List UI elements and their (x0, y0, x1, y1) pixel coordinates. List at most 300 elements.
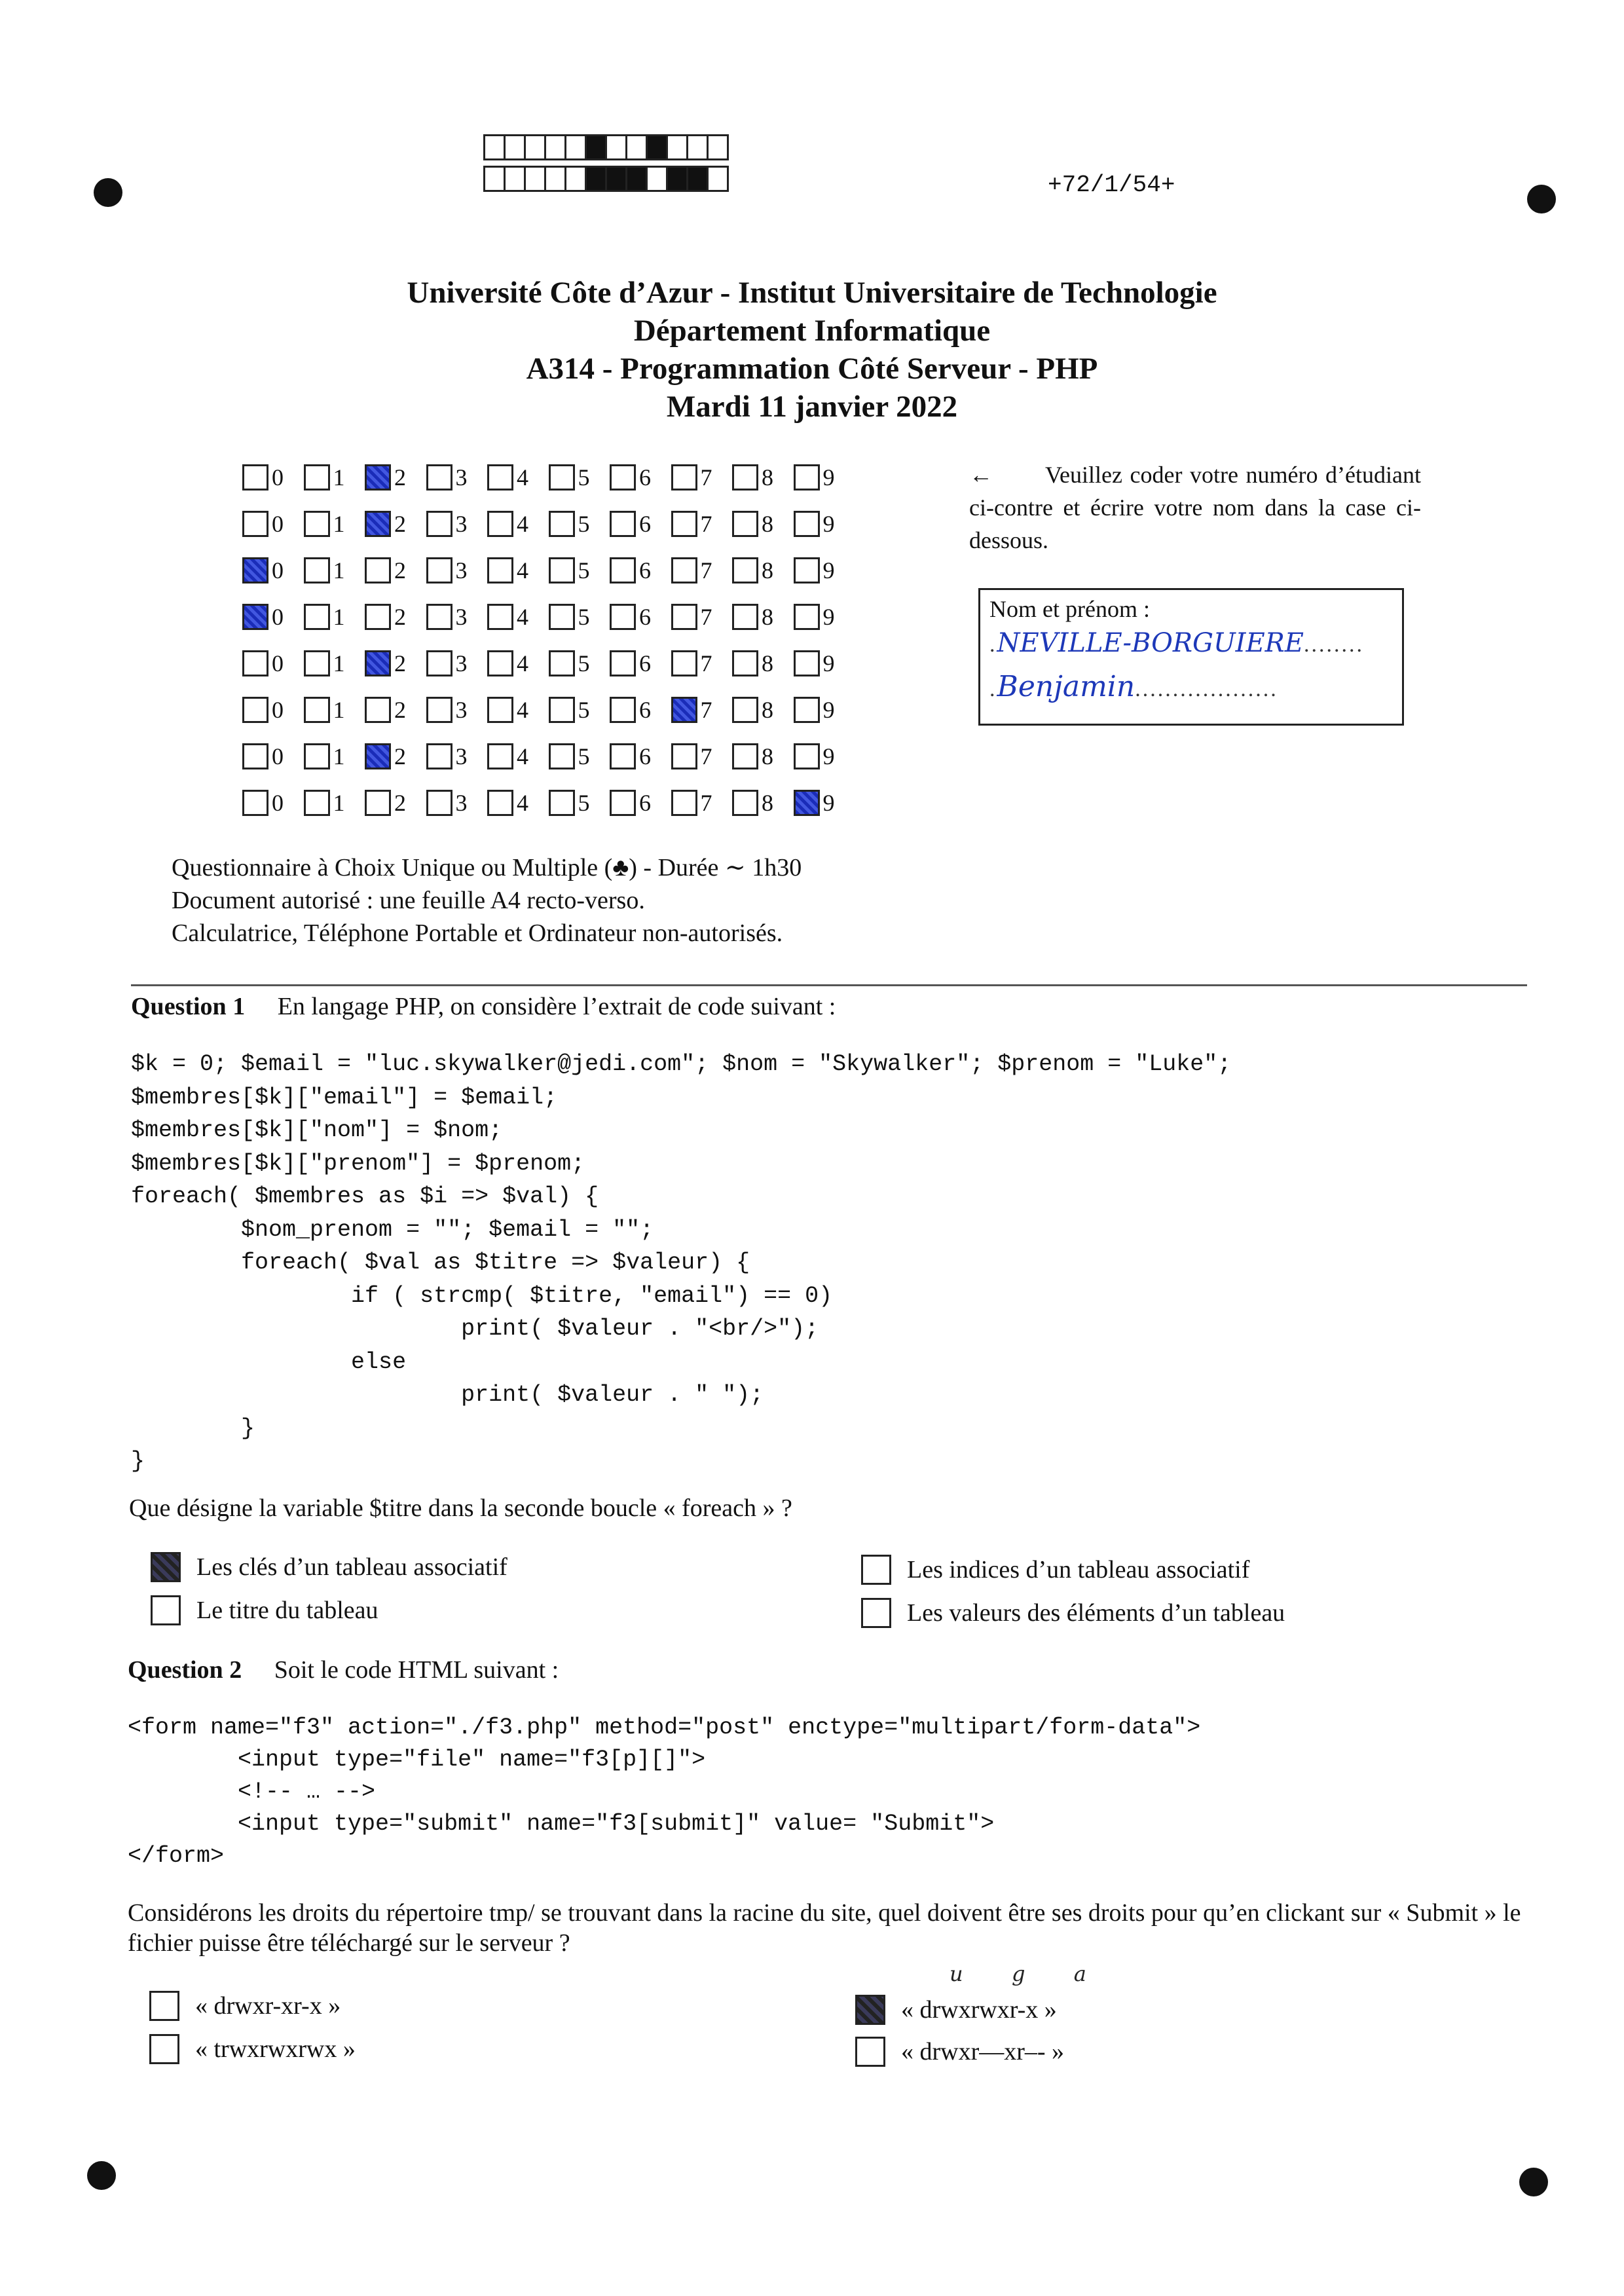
question-1-prompt: Que désigne la variable $titre dans la seconde boucle « foreach » ? (129, 1494, 792, 1522)
digit-label: 2 (394, 743, 406, 769)
barcode-cell (625, 134, 648, 160)
barcode-cell (544, 134, 566, 160)
barcode-row-1 (483, 134, 727, 160)
digit-label: 9 (822, 510, 835, 537)
question-1-title: Question 1 (131, 993, 246, 1020)
exam-info-line-3: Calculatrice, Téléphone Portable et Ordinateur non-autorisés. (172, 919, 783, 947)
exam-info-line-2: Document autorisé : une feuille A4 recto-verso. (172, 887, 645, 914)
digit-label: 1 (333, 510, 345, 537)
digit-option[interactable] (610, 789, 671, 817)
digit-label: 6 (639, 603, 651, 630)
digit-checkbox[interactable] (426, 697, 452, 723)
digit-option[interactable] (242, 696, 304, 724)
digit-option[interactable] (794, 464, 855, 491)
digit-checkbox[interactable] (671, 464, 697, 491)
digit-checkbox[interactable] (304, 511, 330, 537)
digit-option[interactable] (610, 743, 671, 770)
digit-checkbox[interactable] (242, 790, 268, 816)
barcode-cell (666, 166, 688, 192)
barcode-cell (524, 166, 546, 192)
digit-checkbox[interactable] (426, 650, 452, 676)
digit-checkbox[interactable] (365, 511, 391, 537)
digit-option[interactable] (610, 464, 671, 491)
digit-option[interactable] (426, 789, 488, 817)
digit-label: 8 (762, 557, 773, 583)
digit-checkbox[interactable] (426, 790, 452, 816)
q2-option-4-label: « drwxr—xr–- » (901, 2038, 1065, 2065)
digit-checkbox[interactable] (732, 464, 758, 491)
digit-checkbox[interactable] (242, 697, 268, 723)
digit-option[interactable] (487, 464, 549, 491)
digit-checkbox[interactable] (426, 604, 452, 630)
digit-checkbox[interactable] (549, 511, 575, 537)
q2-option-4-checkbox[interactable] (855, 2037, 885, 2067)
digit-checkbox[interactable] (487, 464, 513, 491)
digit-checkbox[interactable] (365, 464, 391, 491)
barcode-cell (585, 166, 607, 192)
digit-option[interactable] (365, 789, 426, 817)
digit-option[interactable] (426, 557, 488, 584)
digit-checkbox[interactable] (732, 743, 758, 769)
digit-option[interactable] (549, 789, 610, 817)
question-2-prompt: Considérons les droits du répertoire tmp/ se trouvant dans la racine du site, quel doivent être ses droits pour qu’en clickant sur « Submit » le fichier puisse être téléchargé sur le serveur ? (128, 1899, 1521, 1957)
student-number-row (242, 733, 855, 779)
digit-option[interactable] (549, 743, 610, 770)
digit-label: 8 (762, 650, 773, 676)
registration-mark-bottom-right (1519, 2168, 1548, 2196)
barcode-cell (666, 134, 688, 160)
digit-option[interactable] (365, 603, 426, 631)
digit-option[interactable] (549, 603, 610, 631)
student-number-instructions (969, 458, 1421, 557)
digit-option[interactable] (549, 650, 610, 677)
q1-option-4[interactable] (861, 1598, 1285, 1628)
digit-option[interactable] (794, 557, 855, 584)
barcode-cell (483, 166, 506, 192)
barcode-cell (707, 166, 729, 192)
digit-checkbox[interactable] (365, 790, 391, 816)
digit-option[interactable] (671, 789, 733, 817)
digit-option[interactable] (304, 789, 365, 817)
digit-label: 9 (822, 464, 835, 491)
digit-option[interactable] (365, 557, 426, 584)
digit-label: 0 (272, 464, 284, 491)
digit-option[interactable] (732, 650, 794, 677)
digit-label: 2 (394, 603, 406, 630)
digit-label: 5 (578, 743, 590, 769)
digit-checkbox[interactable] (794, 604, 820, 630)
digit-label: 4 (517, 603, 528, 630)
digit-checkbox[interactable] (732, 511, 758, 537)
q1-option-2-checkbox[interactable] (151, 1595, 181, 1625)
digit-label: 5 (578, 464, 590, 491)
digit-option[interactable] (610, 603, 671, 631)
digit-checkbox[interactable] (242, 464, 268, 491)
digit-option[interactable] (304, 743, 365, 770)
digit-option[interactable] (671, 743, 733, 770)
digit-option[interactable] (487, 696, 549, 724)
digit-label: 0 (272, 696, 284, 723)
q2-option-1-checkbox[interactable] (149, 1991, 179, 2021)
digit-option[interactable] (304, 464, 365, 491)
q1-option-3-checkbox[interactable] (861, 1555, 891, 1585)
digit-option[interactable] (610, 510, 671, 538)
digit-label: 4 (517, 464, 528, 491)
digit-label: 9 (822, 696, 835, 723)
digit-label: 1 (333, 464, 345, 491)
digit-label: 0 (272, 650, 284, 676)
digit-checkbox[interactable] (671, 743, 697, 769)
digit-option[interactable] (671, 510, 733, 538)
digit-option[interactable] (426, 696, 488, 724)
digit-checkbox[interactable] (671, 511, 697, 537)
registration-mark-top-right (1527, 185, 1556, 213)
digit-checkbox[interactable] (487, 604, 513, 630)
digit-checkbox[interactable] (671, 790, 697, 816)
digit-checkbox[interactable] (365, 697, 391, 723)
digit-option[interactable] (671, 650, 733, 677)
digit-label: 4 (517, 650, 528, 676)
digit-label: 1 (333, 603, 345, 630)
digit-checkbox[interactable] (610, 604, 636, 630)
digit-option[interactable] (610, 696, 671, 724)
digit-checkbox[interactable] (487, 650, 513, 676)
digit-checkbox[interactable] (304, 464, 330, 491)
digit-checkbox[interactable] (732, 697, 758, 723)
digit-option[interactable] (671, 603, 733, 631)
student-number-row (242, 640, 855, 686)
barcode-cell (686, 166, 709, 192)
question-2-code: <form name="f3" action="./f3.php" method="post" enctype="multipart/form-data"> <input type="file" name="f3[p][]"> <!-- … --> <input type="submit" name="f3[submit]" value= "Submit"> </form> (128, 1714, 1201, 1869)
digit-option[interactable] (426, 743, 488, 770)
digit-checkbox[interactable] (610, 743, 636, 769)
barcode-cell (564, 134, 587, 160)
digit-option[interactable] (242, 603, 304, 631)
barcode-cell (524, 134, 546, 160)
digit-checkbox[interactable] (549, 743, 575, 769)
q1-option-3-label: Les indices d’un tableau associatif (907, 1556, 1250, 1583)
question-1-heading (131, 992, 836, 1021)
digit-checkbox[interactable] (242, 511, 268, 537)
digit-label: 5 (578, 510, 590, 537)
digit-option[interactable] (487, 650, 549, 677)
digit-checkbox[interactable] (242, 650, 268, 676)
digit-checkbox[interactable] (487, 743, 513, 769)
digit-option[interactable] (794, 603, 855, 631)
q2-option-2[interactable] (149, 2034, 356, 2064)
barcode-cell (504, 166, 526, 192)
digit-option[interactable] (487, 789, 549, 817)
digit-option[interactable] (671, 696, 733, 724)
digit-option[interactable] (671, 464, 733, 491)
digit-label: 4 (517, 696, 528, 723)
digit-checkbox[interactable] (549, 790, 575, 816)
q1-option-3[interactable] (861, 1555, 1249, 1585)
digit-checkbox[interactable] (610, 790, 636, 816)
digit-label: 8 (762, 743, 773, 769)
digit-option[interactable] (365, 510, 426, 538)
digit-label: 5 (578, 603, 590, 630)
digit-option[interactable] (610, 650, 671, 677)
q2-option-3[interactable] (855, 1995, 1057, 2025)
digit-option[interactable] (304, 557, 365, 584)
student-number-row (242, 779, 855, 826)
digit-checkbox[interactable] (365, 604, 391, 630)
handwritten-annotation: u g a (950, 1961, 1098, 1986)
digit-option[interactable] (671, 557, 733, 584)
digit-checkbox[interactable] (549, 604, 575, 630)
digit-label: 7 (700, 696, 712, 723)
digit-label: 0 (272, 743, 284, 769)
digit-checkbox[interactable] (794, 511, 820, 537)
digit-checkbox[interactable] (304, 604, 330, 630)
question-2-heading (128, 1656, 559, 1684)
digit-label: 9 (822, 557, 835, 583)
digit-option[interactable] (365, 464, 426, 491)
student-number-row (242, 454, 855, 500)
question-1-code: $k = 0; $email = "luc.skywalker@jedi.com"; $nom = "Skywalker"; $prenom = "Luke"; $membres[$k]["email"] = $email; $membres[$k]["nom"] = $nom; $membres[$k]["prenom"] = $prenom; foreach( $membres as $i => $val) { $nom_prenom = ""; $email = ""; foreach( $val as $titre => $valeur) { if ( strcmp( $titre, "email") == 0) print( $valeur . "<br/>"); else print( $valeur . " "); } } (131, 1051, 1232, 1474)
digit-option[interactable] (732, 510, 794, 538)
digit-checkbox[interactable] (610, 697, 636, 723)
digit-label: 9 (822, 650, 835, 676)
digit-label: 6 (639, 510, 651, 537)
digit-checkbox[interactable] (487, 511, 513, 537)
barcode-cell (564, 166, 587, 192)
digit-option[interactable] (794, 743, 855, 770)
student-number-row (242, 593, 855, 640)
digit-checkbox[interactable] (671, 604, 697, 630)
digit-label: 3 (455, 464, 468, 491)
q2-option-2-label: « trwxrwxrwx » (195, 2035, 356, 2063)
digit-option[interactable] (794, 789, 855, 817)
digit-checkbox[interactable] (732, 790, 758, 816)
digit-label: 2 (394, 464, 406, 491)
digit-label: 6 (639, 743, 651, 769)
barcode-cell (646, 166, 668, 192)
registration-mark-bottom-left (87, 2161, 116, 2190)
digit-checkbox[interactable] (794, 743, 820, 769)
digit-label: 3 (455, 696, 468, 723)
digit-checkbox[interactable] (487, 790, 513, 816)
left-arrow-icon: ← (969, 462, 993, 488)
name-line-2: .Benjamin................... (989, 670, 1278, 703)
barcode-cell (585, 134, 607, 160)
q1-option-4-checkbox[interactable] (861, 1598, 891, 1628)
digit-checkbox[interactable] (794, 650, 820, 676)
name-line-1: .NEVILLE-BORGUIERE........ (989, 628, 1364, 658)
digit-option[interactable] (549, 696, 610, 724)
digit-label: 3 (455, 557, 468, 583)
digit-checkbox[interactable] (242, 604, 268, 630)
digit-checkbox[interactable] (304, 743, 330, 769)
digit-checkbox[interactable] (610, 650, 636, 676)
digit-option[interactable] (732, 557, 794, 584)
digit-option[interactable] (426, 603, 488, 631)
digit-label: 1 (333, 557, 345, 583)
digit-label: 7 (700, 743, 712, 769)
digit-option[interactable] (304, 510, 365, 538)
digit-option[interactable] (242, 510, 304, 538)
exam-info-line-1: Questionnaire à Choix Unique ou Multiple (♣) - Durée ∼ 1h30 (172, 854, 802, 881)
digit-checkbox[interactable] (487, 697, 513, 723)
digit-checkbox[interactable] (426, 464, 452, 491)
digit-checkbox[interactable] (610, 464, 636, 491)
digit-checkbox[interactable] (549, 557, 575, 583)
digit-label: 1 (333, 696, 345, 723)
handwritten-first-name: Benjamin (997, 670, 1135, 703)
barcode-cell (625, 166, 648, 192)
student-number-row (242, 500, 855, 547)
university-title: Université Côte d’Azur - Institut Universitaire de Technologie (407, 276, 1217, 310)
digit-checkbox[interactable] (671, 557, 697, 583)
digit-option[interactable] (732, 603, 794, 631)
barcode-cell (504, 134, 526, 160)
digit-option[interactable] (610, 557, 671, 584)
digit-label: 8 (762, 789, 773, 816)
digit-checkbox[interactable] (549, 697, 575, 723)
digit-label: 7 (700, 650, 712, 676)
digit-label: 6 (639, 464, 651, 491)
digit-checkbox[interactable] (794, 557, 820, 583)
digit-label: 4 (517, 789, 528, 816)
digit-option[interactable] (794, 696, 855, 724)
digit-checkbox[interactable] (732, 557, 758, 583)
digit-checkbox[interactable] (365, 743, 391, 769)
student-number-grid (242, 454, 855, 826)
digit-label: 8 (762, 464, 773, 491)
digit-label: 4 (517, 557, 528, 583)
digit-option[interactable] (365, 743, 426, 770)
digit-label: 0 (272, 603, 284, 630)
digit-label: 2 (394, 789, 406, 816)
digit-checkbox[interactable] (732, 650, 758, 676)
registration-mark-top-left (94, 178, 122, 207)
digit-option[interactable] (365, 650, 426, 677)
digit-label: 2 (394, 650, 406, 676)
digit-option[interactable] (487, 603, 549, 631)
digit-option[interactable] (242, 464, 304, 491)
digit-checkbox[interactable] (610, 511, 636, 537)
digit-option[interactable] (549, 464, 610, 491)
barcode-cell (646, 134, 668, 160)
digit-label: 6 (639, 557, 651, 583)
digit-option[interactable] (242, 650, 304, 677)
q2-option-3-checkbox[interactable] (855, 1995, 885, 2025)
q1-option-4-label: Les valeurs des éléments d’un tableau (907, 1599, 1285, 1627)
digit-label: 8 (762, 510, 773, 537)
course-title: A314 - Programmation Côté Serveur - PHP (526, 352, 1098, 386)
digit-label: 6 (639, 789, 651, 816)
digit-option[interactable] (549, 557, 610, 584)
name-box[interactable] (978, 588, 1404, 726)
digit-option[interactable] (426, 464, 488, 491)
barcode-cell (707, 134, 729, 160)
digit-label: 5 (578, 557, 590, 583)
digit-checkbox[interactable] (242, 743, 268, 769)
digit-checkbox[interactable] (487, 557, 513, 583)
q2-option-1[interactable] (149, 1991, 341, 2021)
digit-option[interactable] (794, 650, 855, 677)
digit-label: 5 (578, 650, 590, 676)
digit-checkbox[interactable] (732, 604, 758, 630)
barcode-cell (605, 166, 627, 192)
page-code: +72/1/54+ (1048, 172, 1175, 198)
digit-checkbox[interactable] (610, 557, 636, 583)
digit-label: 1 (333, 650, 345, 676)
digit-option[interactable] (242, 789, 304, 817)
digit-option[interactable] (304, 650, 365, 677)
digit-label: 2 (394, 696, 406, 723)
digit-checkbox[interactable] (794, 697, 820, 723)
digit-label: 2 (394, 557, 406, 583)
digit-label: 0 (272, 510, 284, 537)
digit-label: 5 (578, 696, 590, 723)
digit-checkbox[interactable] (426, 511, 452, 537)
q2-option-2-checkbox[interactable] (149, 2034, 179, 2064)
separator-line (131, 984, 1527, 986)
digit-option[interactable] (426, 510, 488, 538)
digit-checkbox[interactable] (426, 743, 452, 769)
q1-option-2-label: Le titre du tableau (196, 1597, 378, 1624)
digit-checkbox[interactable] (304, 697, 330, 723)
barcode-cell (686, 134, 709, 160)
digit-option[interactable] (794, 510, 855, 538)
digit-checkbox[interactable] (671, 697, 697, 723)
digit-option[interactable] (304, 696, 365, 724)
digit-option[interactable] (732, 464, 794, 491)
digit-checkbox[interactable] (671, 650, 697, 676)
q1-option-1[interactable] (151, 1552, 507, 1582)
digit-option[interactable] (732, 789, 794, 817)
q1-option-1-checkbox[interactable] (151, 1552, 181, 1582)
digit-option[interactable] (242, 743, 304, 770)
digit-option[interactable] (426, 650, 488, 677)
digit-checkbox[interactable] (304, 557, 330, 583)
digit-checkbox[interactable] (242, 557, 268, 583)
digit-option[interactable] (487, 743, 549, 770)
digit-checkbox[interactable] (549, 650, 575, 676)
digit-option[interactable] (242, 557, 304, 584)
digit-option[interactable] (732, 696, 794, 724)
digit-checkbox[interactable] (304, 790, 330, 816)
digit-option[interactable] (549, 510, 610, 538)
digit-label: 3 (455, 650, 468, 676)
barcode-cell (483, 134, 506, 160)
digit-checkbox[interactable] (549, 464, 575, 491)
digit-checkbox[interactable] (426, 557, 452, 583)
digit-checkbox[interactable] (304, 650, 330, 676)
digit-label: 1 (333, 789, 345, 816)
digit-option[interactable] (304, 603, 365, 631)
q2-option-1-label: « drwxr-xr-x » (195, 1992, 341, 2020)
digit-option[interactable] (732, 743, 794, 770)
digit-checkbox[interactable] (794, 464, 820, 491)
question-2-intro: Soit le code HTML suivant : (274, 1656, 559, 1684)
digit-label: 3 (455, 603, 468, 630)
digit-label: 3 (455, 789, 468, 816)
question-2-title: Question 2 (128, 1656, 242, 1684)
digit-option[interactable] (487, 557, 549, 584)
digit-checkbox[interactable] (794, 790, 820, 816)
q2-option-4[interactable] (855, 2037, 1064, 2067)
digit-option[interactable] (487, 510, 549, 538)
digit-checkbox[interactable] (365, 557, 391, 583)
question-1-intro: En langage PHP, on considère l’extrait de code suivant : (277, 993, 836, 1020)
q1-option-2[interactable] (151, 1595, 378, 1625)
digit-label: 3 (455, 510, 468, 537)
digit-option[interactable] (365, 696, 426, 724)
digit-checkbox[interactable] (365, 650, 391, 676)
